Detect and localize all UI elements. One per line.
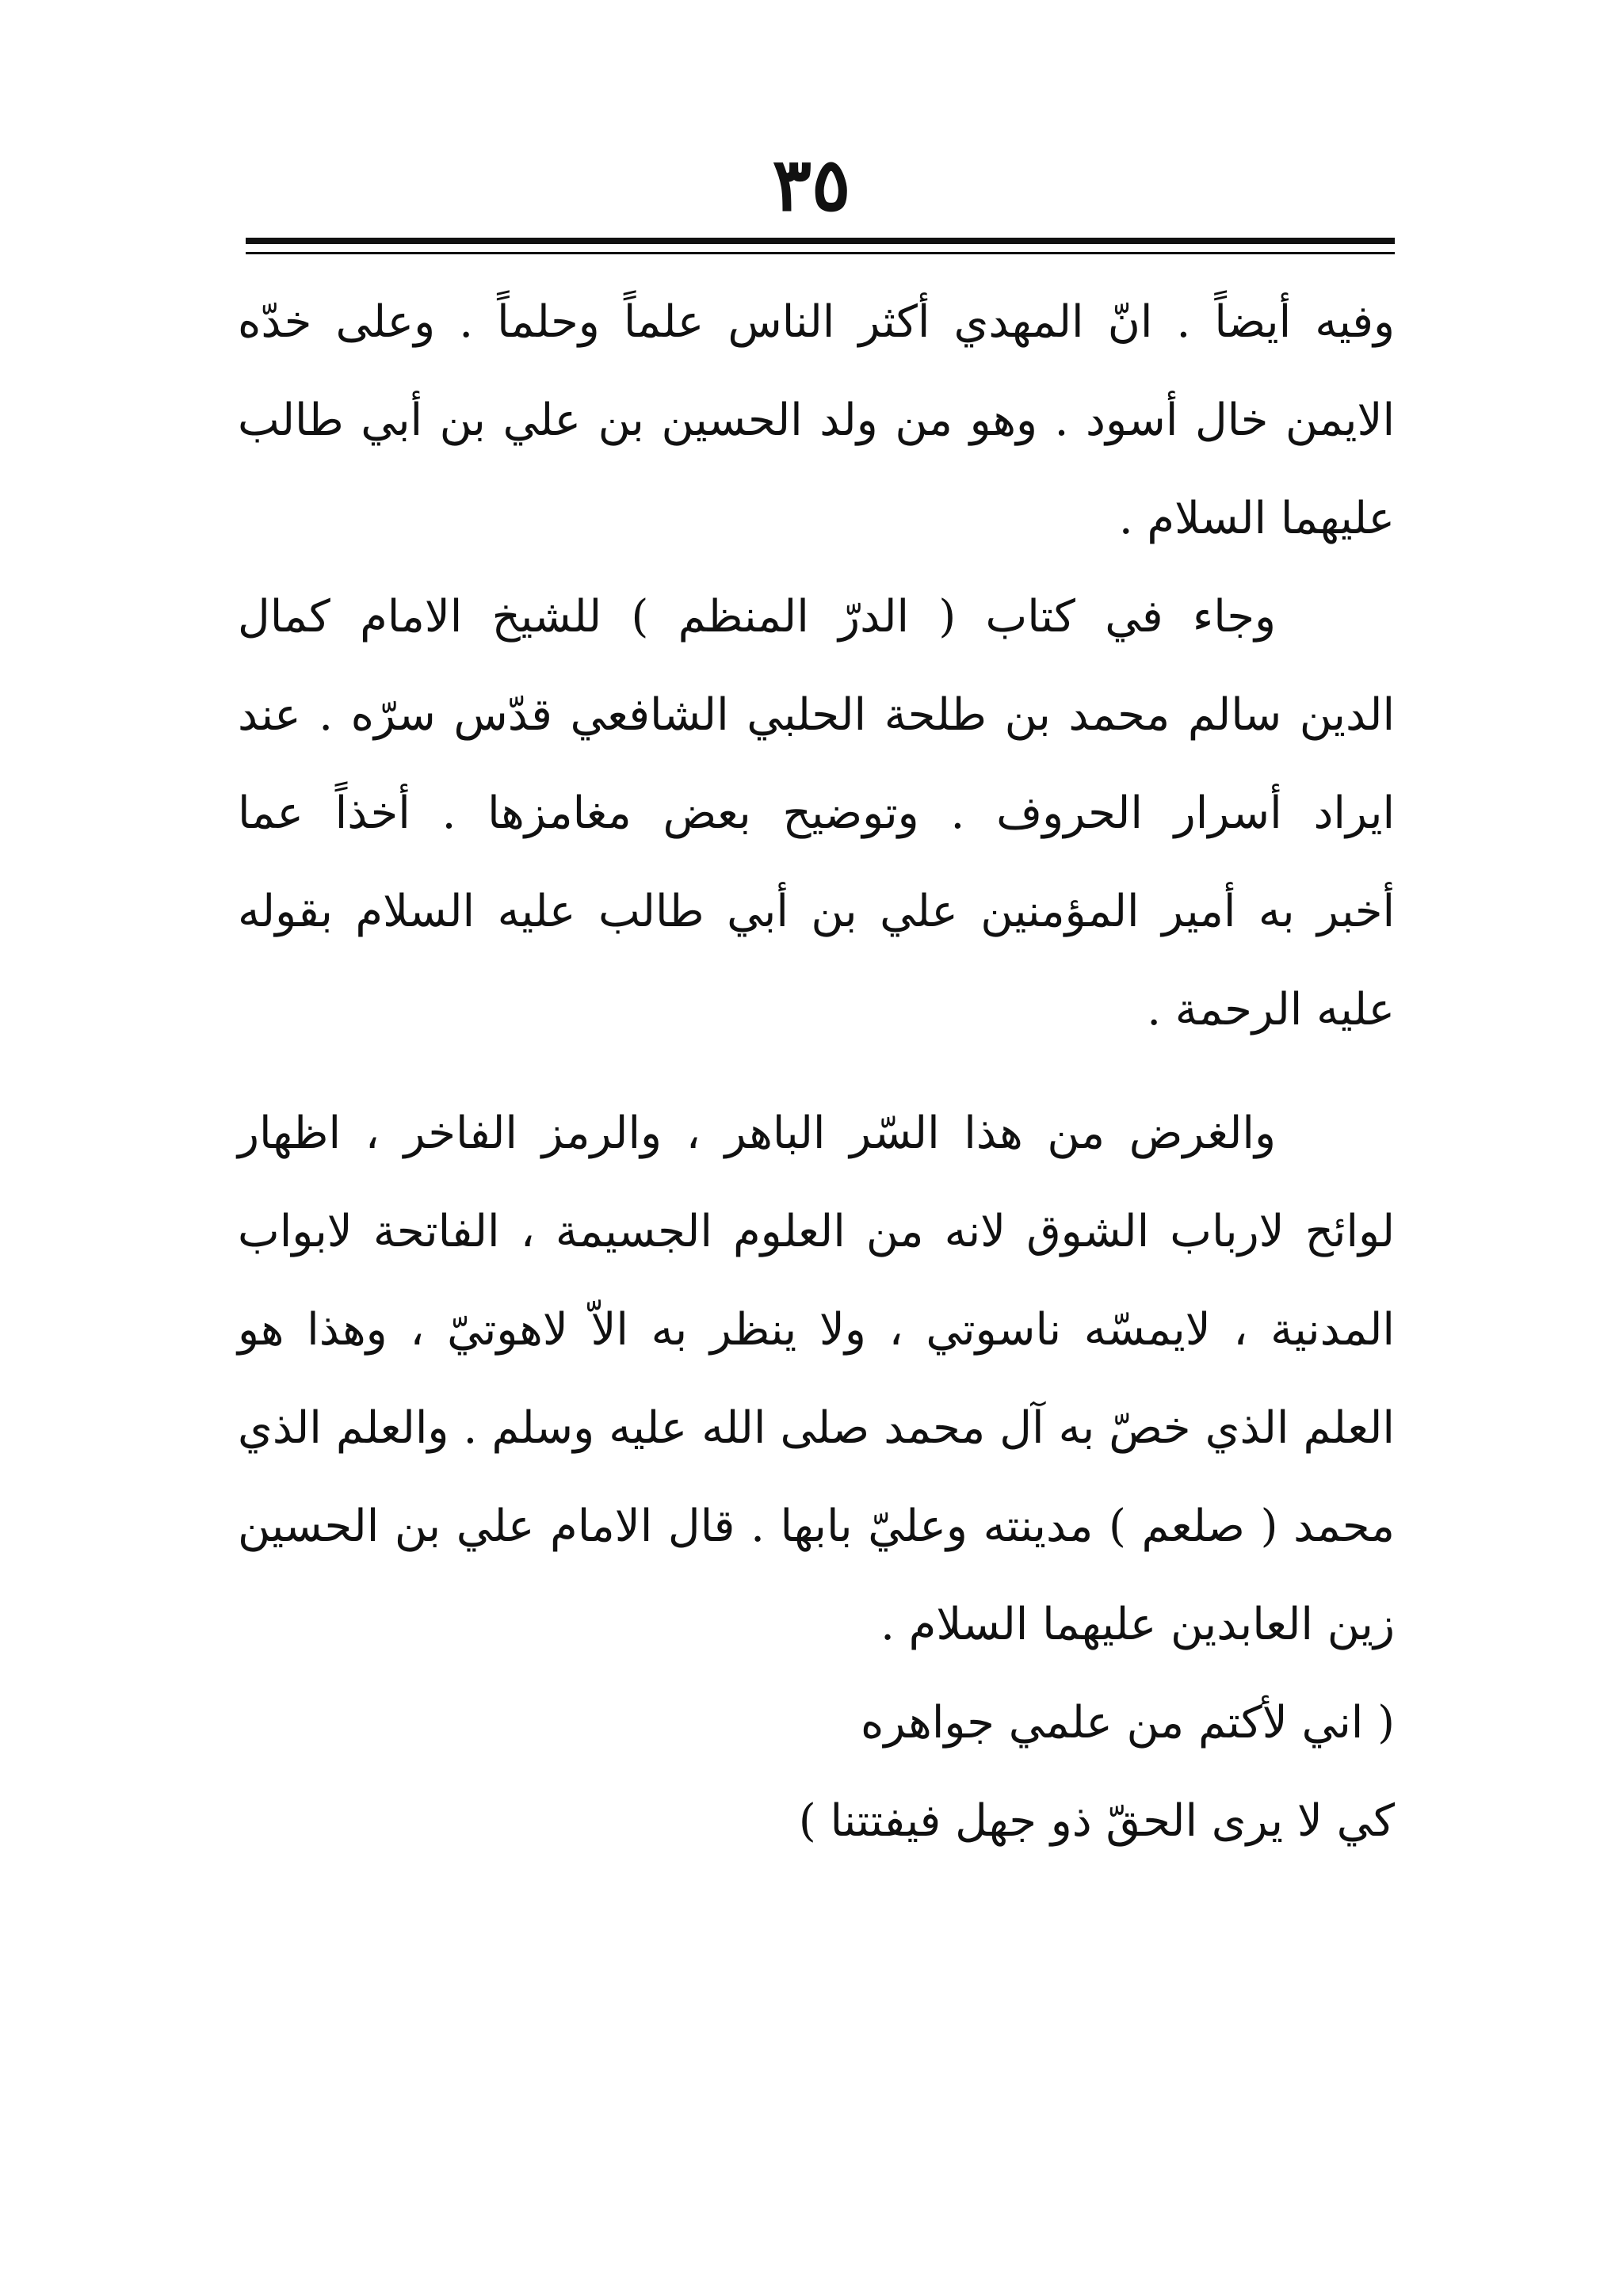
text-line: المدنية ، لايمسّه ناسوتي ، ولا ينظر به الاّ لاهوتيّ ، وهذا هو (238, 1304, 1395, 1356)
text-line: لوائح لارباب الشوق لانه من العلوم الجسيمة ، الفاتحة لابواب (238, 1206, 1396, 1257)
verse-line: ( اني لأكتم من علمي جواهره (861, 1697, 1395, 1749)
header-rule-thin (246, 252, 1395, 254)
text-line: أخبر به أمير المؤمنين علي بن أبي طالب عليه السلام بقوله (238, 886, 1395, 937)
page-body (238, 273, 1395, 1871)
text-line: الدين سالم محمد بن طلحة الحلبي الشافعي قدّس سرّه . عند (238, 689, 1395, 741)
verse-line: كي لا يرى الحقّ ذو جهل فيفتتنا ) (798, 1795, 1395, 1847)
text-line: والغرض من هذا السّر الباهر ، والرمز الفاخر ، اظهار (238, 1108, 1276, 1159)
header-rule-thick (246, 238, 1395, 244)
text-line: وفيه أيضاً . انّ المهدي أكثر الناس علماً وحلماً . وعلى خدّه (238, 296, 1395, 348)
page-number: ٣٥ (772, 142, 851, 227)
text-line: عليهما السلام . (1118, 493, 1395, 544)
text-line: الايمن خال أسود . وهو من ولد الحسين بن علي بن أبي طالب (238, 395, 1395, 446)
text-line: زين العابدين عليهما السلام . (880, 1599, 1395, 1650)
text-line: العلم الذي خصّ به آل محمد صلى الله عليه وسلم . والعلم الذي (238, 1402, 1395, 1454)
text-line: عليه الرحمة . (1147, 984, 1395, 1035)
text-line: محمد ( صلعم ) مدينته وعليّ بابها . قال الامام علي بن الحسين (238, 1501, 1395, 1552)
text-line: ايراد أسرار الحروف . وتوضيح بعض مغامزها . أخذاً عما (238, 788, 1395, 839)
text-line: وجاء في كتاب ( الدرّ المنظم ) للشيخ الامام كمال (238, 591, 1276, 643)
